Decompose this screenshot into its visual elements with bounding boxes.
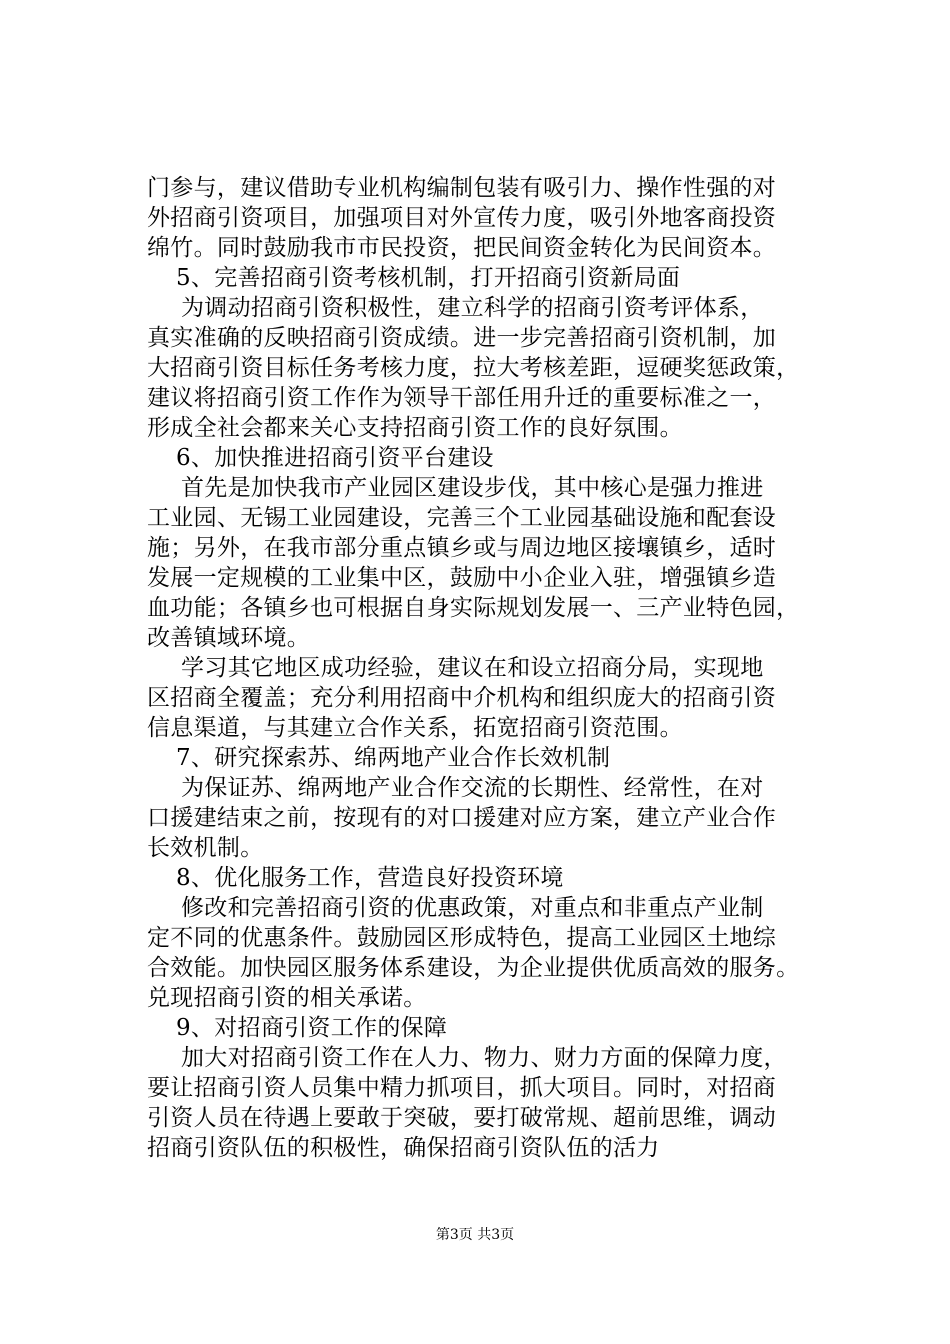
paragraph-line: 要让招商引资人员集中精力抓项目，抓大项目。同时，对招商 (147, 1075, 777, 1101)
section-heading: 7、研究探索苏、绵两地产业合作长效机制 (176, 745, 611, 771)
document-body (147, 173, 867, 1163)
section-heading: 9、对招商引资工作的保障 (176, 1015, 448, 1041)
paragraph-line: 工业园、无锡工业园建设，完善三个工业园基础设施和配套设 (147, 505, 777, 531)
paragraph-line: 形成全社会都来关心支持招商引资工作的良好氛围。 (147, 415, 683, 441)
page-footer: 第3页 共3页 (435, 1227, 515, 1243)
paragraph-line: 为调动招商引资积极性，建立科学的招商引资考评体系， (181, 295, 764, 321)
paragraph-line: 大招商引资目标任务考核力度，拉大考核差距，逗硬奖惩政策， (147, 355, 800, 381)
paragraph-line: 为保证苏、绵两地产业合作交流的长期性、经常性，在对 (181, 775, 764, 801)
paragraph-line: 区招商全覆盖；充分利用招商中介机构和组织庞大的招商引资 (147, 685, 777, 711)
section-heading: 5、完善招商引资考核机制，打开招商引资新局面 (176, 265, 681, 291)
paragraph-line: 加大对招商引资工作在人力、物力、财力方面的保障力度， (181, 1045, 787, 1071)
paragraph-line: 定不同的优惠条件。鼓励园区形成特色，提高工业园区土地综 (147, 925, 777, 951)
paragraph-line: 信息渠道，与其建立合作关系，拓宽招商引资范围。 (147, 715, 683, 741)
paragraph-line: 发展一定规模的工业集中区，鼓励中小企业入驻，增强镇乡造 (147, 565, 777, 591)
paragraph-line: 血功能；各镇乡也可根据自身实际规划发展一、三产业特色园， (147, 595, 800, 621)
paragraph-line: 施；另外，在我市部分重点镇乡或与周边地区接壤镇乡，适时 (147, 535, 777, 561)
paragraph-line: 学习其它地区成功经验，建议在和设立招商分局，实现地 (181, 655, 764, 681)
paragraph-line: 首先是加快我市产业园区建设步伐，其中核心是强力推进 (181, 475, 764, 501)
paragraph-line: 口援建结束之前，按现有的对口援建对应方案，建立产业合作 (147, 805, 777, 831)
paragraph-line: 招商引资队伍的积极性，确保招商引资队伍的活力 (147, 1135, 660, 1161)
paragraph-line: 修改和完善招商引资的优惠政策，对重点和非重点产业制 (181, 895, 764, 921)
paragraph-line: 合效能。加快园区服务体系建设，为企业提供优质高效的服务。 (147, 955, 800, 981)
paragraph-line: 门参与，建议借助专业机构编制包装有吸引力、操作性强的对 (147, 175, 777, 201)
paragraph-line: 外招商引资项目，加强项目对外宣传力度，吸引外地客商投资 (147, 205, 777, 231)
paragraph-line: 兑现招商引资的相关承诺。 (147, 985, 427, 1011)
section-heading: 6、加快推进招商引资平台建设 (176, 445, 494, 471)
paragraph-line: 引资人员在待遇上要敢于突破，要打破常规、超前思维，调动 (147, 1105, 777, 1131)
section-heading: 8、优化服务工作，营造良好投资环境 (176, 865, 564, 891)
paragraph-line: 真实准确的反映招商引资成绩。进一步完善招商引资机制，加 (147, 325, 777, 351)
paragraph-line: 改善镇域环境。 (147, 625, 311, 651)
paragraph-line: 绵竹。同时鼓励我市市民投资，把民间资金转化为民间资本。 (147, 235, 777, 261)
paragraph-line: 建议将招商引资工作作为领导干部任用升迁的重要标准之一， (147, 385, 777, 411)
paragraph-line: 长效机制。 (147, 835, 264, 861)
